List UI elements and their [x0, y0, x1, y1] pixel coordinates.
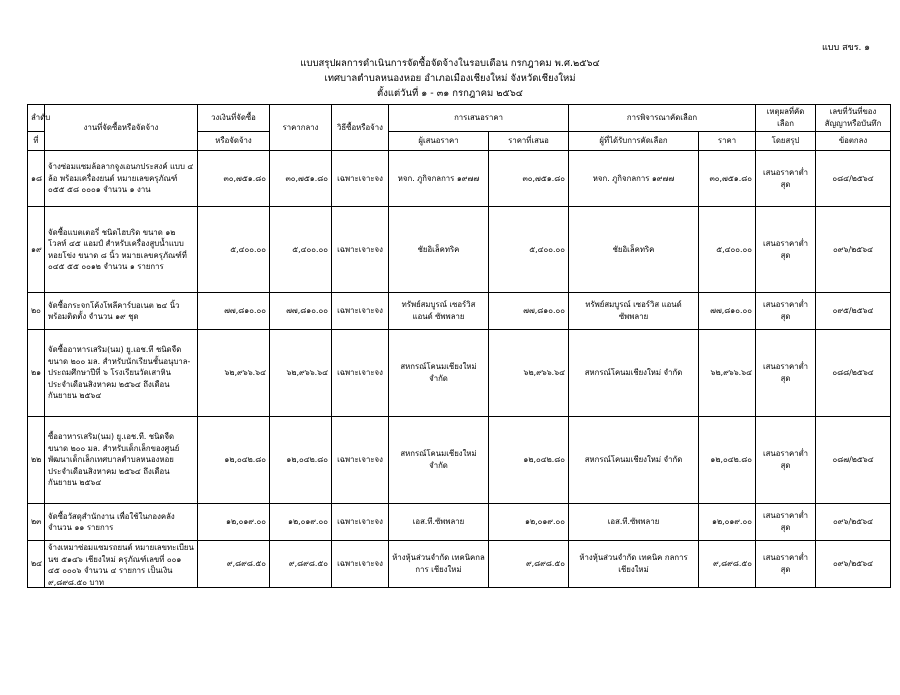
- row-bid-price: ๖๒,๙๖๖.๖๔: [489, 330, 569, 417]
- row-median: ๙,๘๙๘.๕๐: [270, 541, 332, 588]
- row-median: ๕,๔๐๐.๐๐: [270, 207, 332, 293]
- row-vendor: สหกรณ์โคนมเชียงใหม่ จำกัด: [569, 417, 699, 504]
- row-vendor: สหกรณ์โคนมเชียงใหม่ จำกัด: [569, 330, 699, 417]
- table-row: [28, 541, 891, 588]
- procurement-table: [27, 104, 891, 588]
- row-price: ๖๒,๙๖๖.๖๔: [699, 330, 756, 417]
- row-method: เฉพาะเจาะจง: [332, 417, 389, 504]
- header-median-price: ราคากลาง: [270, 105, 332, 151]
- row-bidder: ทรัพย์สมบูรณ์ เซอร์วิส แอนด์ ซัพพลาย: [389, 293, 489, 330]
- row-price: ๕,๔๐๐.๐๐: [699, 207, 756, 293]
- row-method: เฉพาะเจาะจง: [332, 151, 389, 207]
- row-budget: ๑๒,๐๔๒.๘๐: [198, 417, 270, 504]
- header-contract-line-2: สัญญาหรือบันทึก: [824, 119, 882, 128]
- row-budget: ๗๗,๘๑๐.๐๐: [198, 293, 270, 330]
- row-contract: ๐๘๔/๒๕๖๔: [816, 151, 891, 207]
- row-median: ๗๗,๘๑๐.๐๐: [270, 293, 332, 330]
- row-method: เฉพาะเจาะจง: [332, 541, 389, 588]
- header-offer-bidder: ผู้เสนอราคา: [389, 132, 489, 151]
- row-no: ๑๙: [28, 207, 45, 293]
- row-item: จัดซื้อกระจกโค้งโพลีคาร์บอเนต ๒๔ นิ้ว พร้อมติดตั้ง จำนวน ๑๙ ชุด: [45, 293, 198, 330]
- table-row: [28, 417, 891, 504]
- header-no: ลำดับ: [28, 105, 45, 132]
- row-bid-price: ๓๐,๗๕๑.๘๐: [489, 151, 569, 207]
- header-budget: วงเงินที่จัดซื้อ: [198, 105, 270, 132]
- table-row: [28, 293, 891, 330]
- row-price: ๓๐,๗๕๑.๘๐: [699, 151, 756, 207]
- header-reason-2: โดยสรุป: [756, 132, 816, 151]
- row-contract: ๐๘๘/๒๕๖๔: [816, 330, 891, 417]
- document-titles: [0, 56, 900, 101]
- row-no: ๒๐: [28, 293, 45, 330]
- row-method: เฉพาะเจาะจง: [332, 207, 389, 293]
- row-contract: ๐๙๖/๒๕๖๔: [816, 541, 891, 588]
- row-method: เฉพาะเจาะจง: [332, 293, 389, 330]
- row-item: จัดซื้ออาหารเสริม(นม) ยู.เอช.ที ชนิดจืด ขนาด ๒๐๐ มล. สำหรับนักเรียนชั้นอนุบาล-ประถมศึกษาปีที่ ๖ โรงเรียนวัดเสาหิน ประจำเดือนสิงหาคม ๒๕๖๔ ถึงเดือนกันยายน ๒๕๖๔: [45, 330, 198, 417]
- row-budget: ๕,๔๐๐.๐๐: [198, 207, 270, 293]
- header-budget-2: หรือจัดจ้าง: [198, 132, 270, 151]
- row-budget: ๖๒,๙๖๖.๖๔: [198, 330, 270, 417]
- row-vendor: เอส.ที.ซัพพลาย: [569, 504, 699, 541]
- row-no: ๒๒: [28, 417, 45, 504]
- row-reason: เสนอราคาต่ำสุด: [756, 417, 816, 504]
- row-bidder: ชัยอิเล็คทริค: [389, 207, 489, 293]
- row-reason: เสนอราคาต่ำสุด: [756, 207, 816, 293]
- row-price: ๑๒,๐๔๒.๘๐: [699, 417, 756, 504]
- row-vendor: ทรัพย์สมบูรณ์ เซอร์วิส แอนด์ ซัพพลาย: [569, 293, 699, 330]
- table-row: [28, 207, 891, 293]
- row-bid-price: ๙,๘๙๘.๕๐: [489, 541, 569, 588]
- table-row: [28, 330, 891, 417]
- form-code: แบบ สขร. ๑: [821, 43, 870, 53]
- row-contract: ๐๙๖/๒๕๖๔: [816, 504, 891, 541]
- row-item: [45, 541, 198, 588]
- row-bidder: สหกรณ์โคนมเชียงใหม่ จำกัด: [389, 417, 489, 504]
- row-reason: เสนอราคาต่ำสุด: [756, 151, 816, 207]
- row-contract: ๐๙๕/๒๕๖๔: [816, 293, 891, 330]
- header-contract-3: ข้อตกลง: [816, 132, 891, 151]
- table-row: [28, 151, 891, 207]
- row-budget: ๙,๘๙๘.๕๐: [198, 541, 270, 588]
- row-item: จัดซื้อแบตเตอรี่ ชนิดไฮบริด ขนาด ๑๒ โวลท์ ๔๕ แอมป์ สำหรับเครื่องสูบน้ำแบบหอยโข่ง ขนาด ๘ นิ้ว หมายเลขครุภัณฑ์ที่ ๐๔๕ ๕๕ ๐๐๑๒ จำนวน ๑ รายการ: [45, 207, 198, 293]
- title-line-3: ตั้งแต่วันที่ ๑ - ๓๑ กรกฎาคม ๒๕๖๔: [377, 88, 523, 99]
- row-vendor: ห้างหุ้นส่วนจำกัด เทคนิค กลการ เชียงใหม่: [569, 541, 699, 588]
- row-no: ๒๔: [28, 541, 45, 588]
- row-median: ๖๒,๙๖๖.๖๔: [270, 330, 332, 417]
- header-no-2: ที่: [28, 132, 45, 151]
- row-method: เฉพาะเจาะจง: [332, 330, 389, 417]
- title-line-1: แบบสรุปผลการดำเนินการจัดซื้อจัดจ้างในรอบเดือน กรกฎาคม พ.ศ.๒๕๖๔: [300, 58, 600, 69]
- row-reason: เสนอราคาต่ำสุด: [756, 504, 816, 541]
- row-bid-price: ๑๒,๐๑๙.๐๐: [489, 504, 569, 541]
- row-no: ๒๑: [28, 330, 45, 417]
- header-offer-price: ราคาที่เสนอ: [489, 132, 569, 151]
- row-vendor: ชัยอิเล็คทริค: [569, 207, 699, 293]
- row-budget: ๓๐,๗๕๑.๘๐: [198, 151, 270, 207]
- row-bidder: สหกรณ์โคนมเชียงใหม่ จำกัด: [389, 330, 489, 417]
- row-bidder: เอส.ที.ซัพพลาย: [389, 504, 489, 541]
- row-median: ๑๒,๐๑๙.๐๐: [270, 504, 332, 541]
- row-bid-price: ๑๒,๐๔๒.๘๐: [489, 417, 569, 504]
- row-reason: เสนอราคาต่ำสุด: [756, 293, 816, 330]
- header-method: วิธีซื้อหรือจ้าง: [332, 105, 389, 151]
- header-selected-price: ราคา: [699, 132, 756, 151]
- row-no: ๒๓: [28, 504, 45, 541]
- table-row: [28, 504, 891, 541]
- row-price: ๑๒,๐๑๙.๐๐: [699, 504, 756, 541]
- header-contract-line-1: เลขที่วันที่ของ: [829, 107, 877, 116]
- row-no: ๑๘: [28, 151, 45, 207]
- row-median: ๓๐,๗๕๑.๘๐: [270, 151, 332, 207]
- row-item: จัดซื้อวัสดุสำนักงาน เพื่อใช้ในกองคลัง จำนวน ๑๑ รายการ: [45, 504, 198, 541]
- row-item: จ้างซ่อมแซมล้อลากจูงเอนกประสงค์ แบบ ๔ ล้อ พร้อมเครื่องยนต์ หมายเลขครุภัณฑ์ ๐๕๕ ๕๘ ๐๐๐๑ จำนวน ๑ งาน: [45, 151, 198, 207]
- row-reason: เสนอราคาต่ำสุด: [756, 541, 816, 588]
- header-selection: การพิจารณาคัดเลือก: [569, 105, 756, 132]
- header-offer: การเสนอราคา: [389, 105, 569, 132]
- row-item-text: จ้างเหมาซ่อมแซมรถยนต์ หมายเลขทะเบียน นข ๕๑๔๖ เชียงใหม่ ครุภัณฑ์เลขที่ ๐๐๑ ๔๕ ๐๐๐๖ จำนวน ๔ รายการ เป็นเงิน ๙,๘๙๘.๕๐ บาท: [48, 543, 194, 587]
- header-contract: [816, 105, 891, 132]
- row-price: ๗๗,๘๑๐.๐๐: [699, 293, 756, 330]
- header-item: งานที่จัดซื้อหรือจัดจ้าง: [45, 105, 198, 151]
- row-bidder: หจก. ภูกิจกลการ ๑๙๗๗: [389, 151, 489, 207]
- header-reason: เหตุผลที่คัดเลือก: [756, 105, 816, 132]
- row-median: ๑๒,๐๔๒.๘๐: [270, 417, 332, 504]
- row-bid-price: ๕,๔๐๐.๐๐: [489, 207, 569, 293]
- row-contract: ๐๘๗/๒๕๖๔: [816, 417, 891, 504]
- row-item: ซื้ออาหารเสริม(นม) ยู.เอช.ที. ชนิดจืด ขนาด ๒๐๐ มล. สำหรับเด็กเล็กของศูนย์พัฒนาเด็กเล็กเทศบาลตำบลหนองหอย ประจำเดือนสิงหาคม ๒๕๖๔ ถึงเดือนกันยายน ๒๕๖๔: [45, 417, 198, 504]
- row-bid-price: ๗๗,๘๑๐.๐๐: [489, 293, 569, 330]
- row-price: ๙,๘๙๘.๕๐: [699, 541, 756, 588]
- title-line-2: เทศบาลตำบลหนองหอย อำเภอเมืองเชียงใหม่ จังหวัดเชียงใหม่: [324, 73, 576, 84]
- row-method: เฉพาะเจาะจง: [332, 504, 389, 541]
- row-budget: ๑๒,๐๑๙.๐๐: [198, 504, 270, 541]
- row-bidder: ห้างหุ้นส่วนจำกัด เทคนิคกลการ เชียงใหม่: [389, 541, 489, 588]
- header-selected-vendor: ผู้ที่ได้รับการคัดเลือก: [569, 132, 699, 151]
- row-reason: เสนอราคาต่ำสุด: [756, 330, 816, 417]
- row-vendor: หจก. ภูกิจกลการ ๑๙๗๗: [569, 151, 699, 207]
- row-contract: ๐๙๖/๒๕๖๔: [816, 207, 891, 293]
